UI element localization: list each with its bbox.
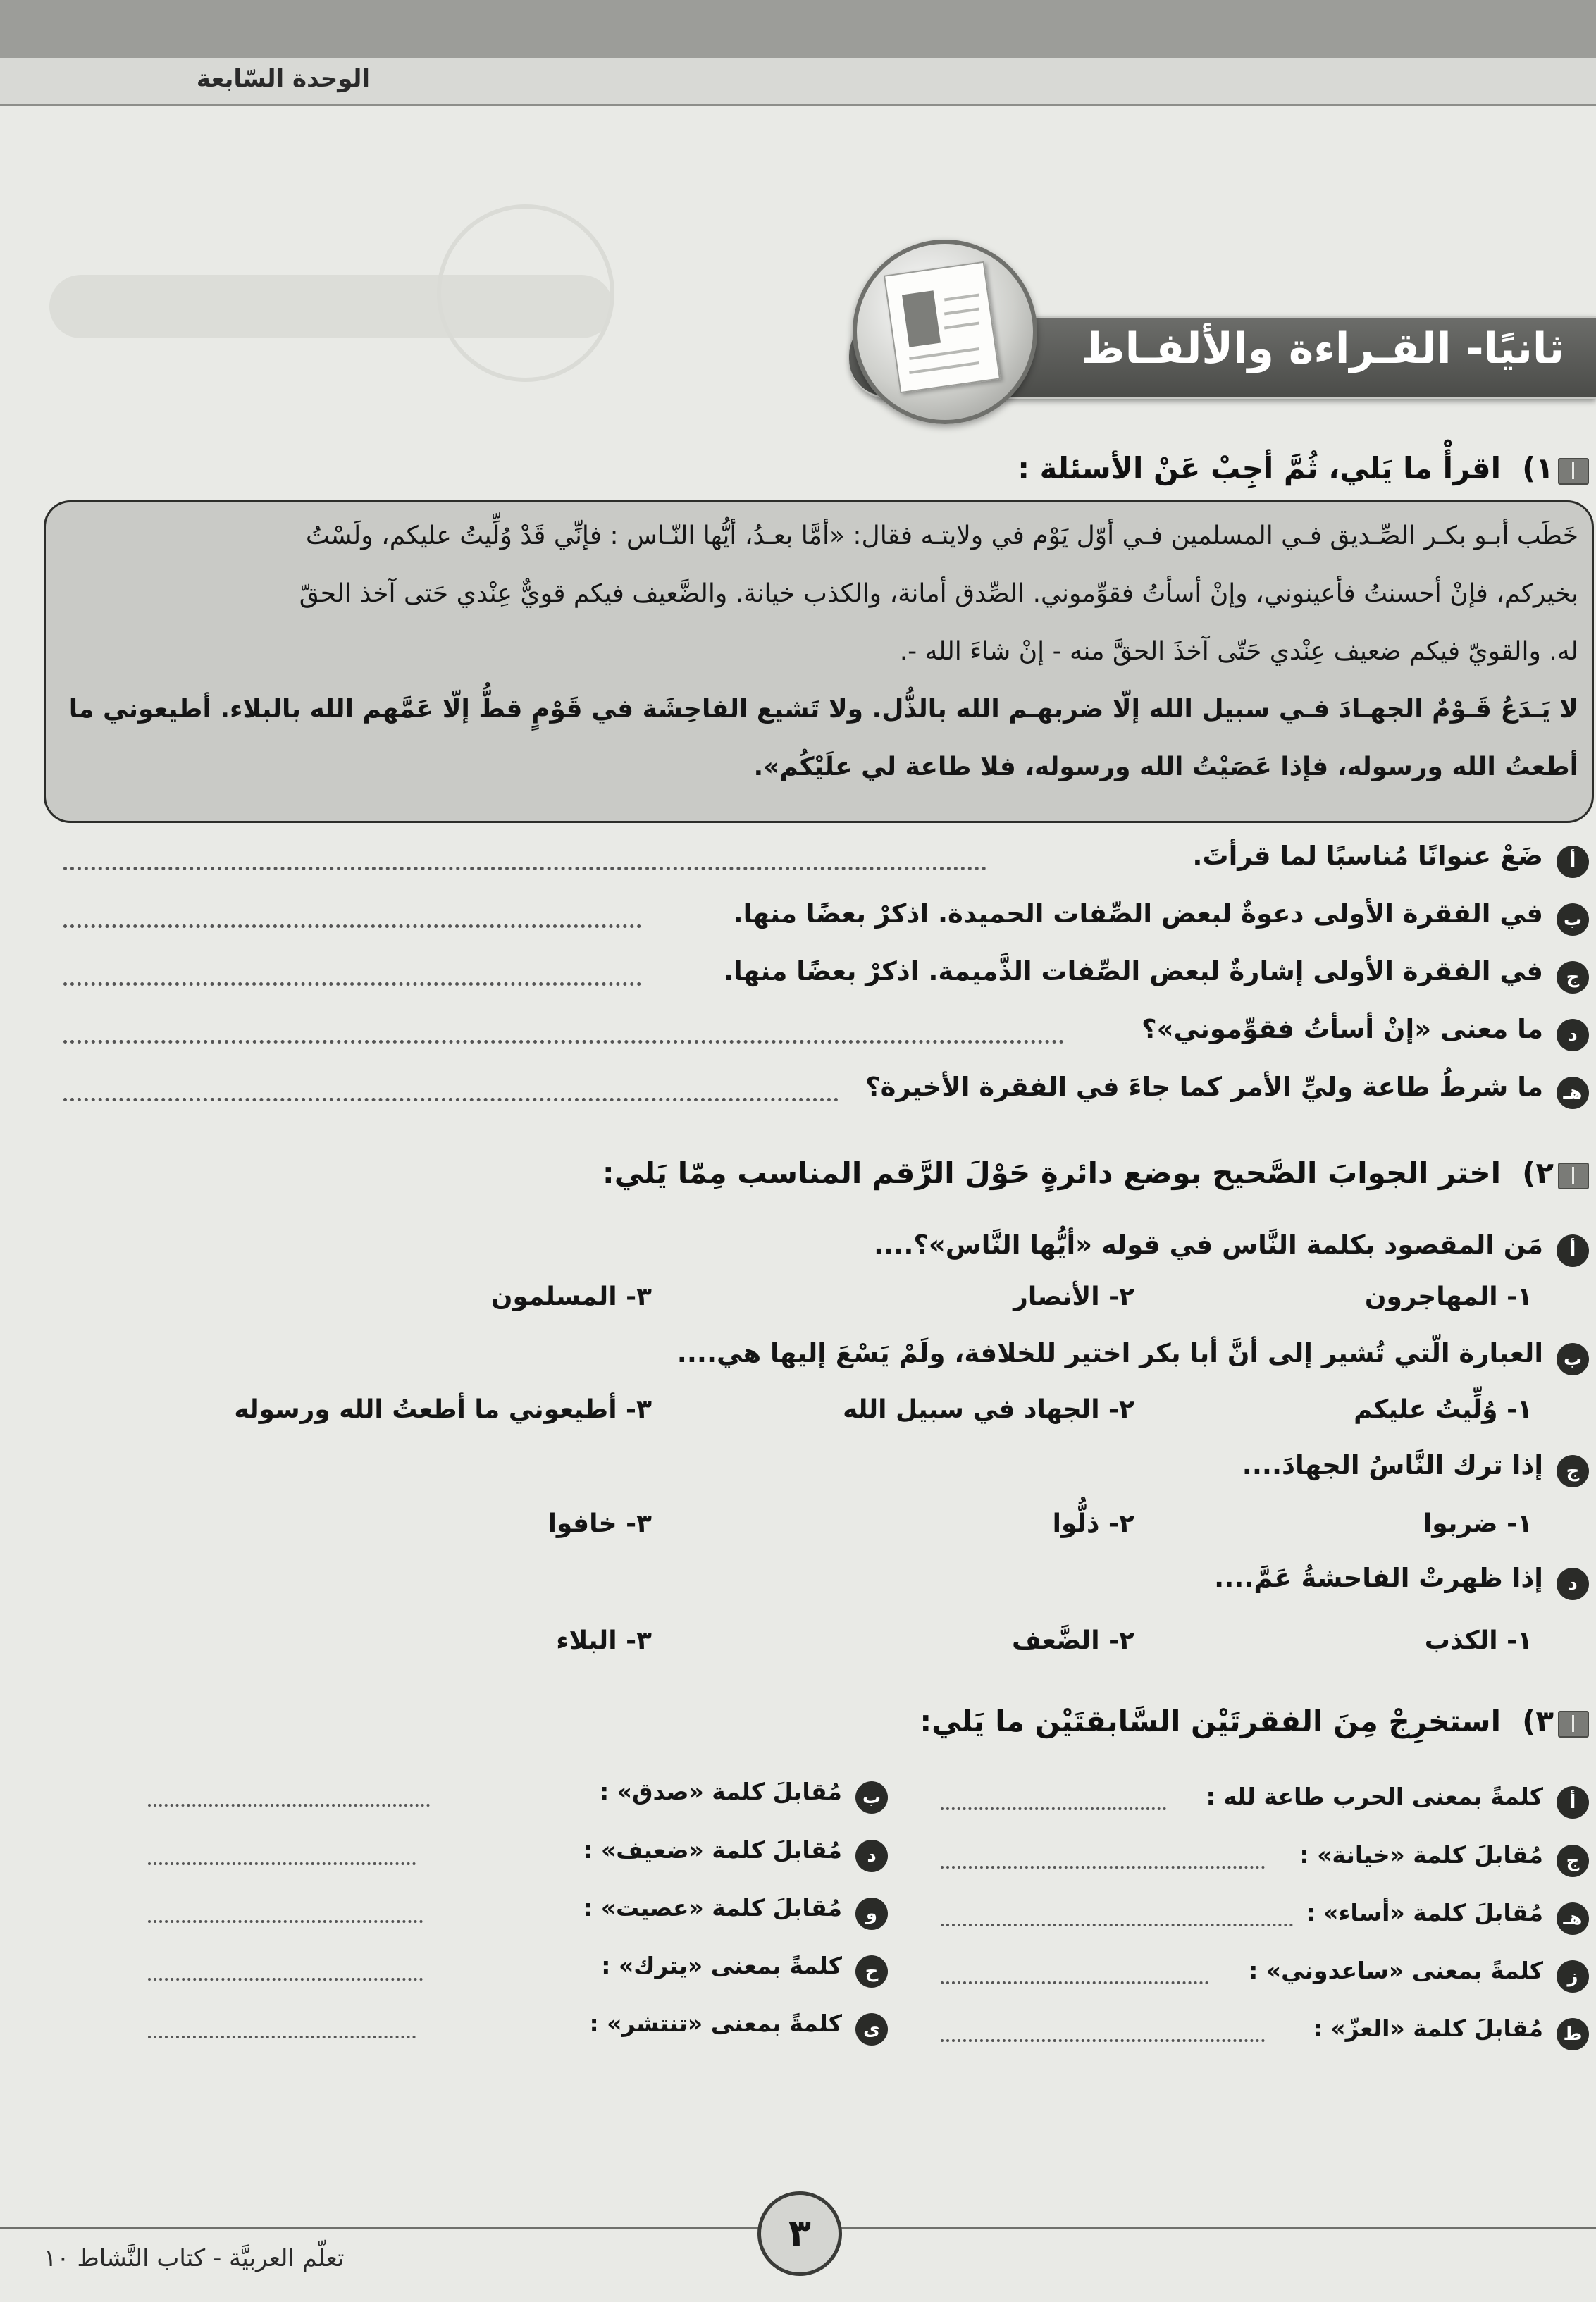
q3-item-text: كلمةً بمعنى «ساعدوني» : [1249,1957,1543,1984]
item-letter-b: ب [855,1781,888,1814]
item-letter-f: و [855,1898,888,1930]
option[interactable]: ٣- المسلمون [490,1282,652,1311]
q3-item-text: مُقابلَ كلمة «العزّ» : [1313,2015,1543,2042]
item-letter-a: أ [1557,1234,1589,1267]
document-icon [884,261,1001,393]
answer-line[interactable] [148,2036,416,2038]
option[interactable]: ١- الكذب [1424,1626,1533,1655]
q1-heading: اقرأْ ما يَلي، ثُمَّ أجِبْ عَنْ الأسئلة : [1017,451,1501,485]
q3-item-text: مُقابلَ كلمة «أساء» : [1306,1899,1543,1926]
item-letter-d: د [1557,1019,1589,1051]
item-letter-i: ط [1557,2018,1589,2050]
answer-line[interactable] [63,867,986,870]
q1-item-text: في الفقرة الأولى دعوةٌ لبعض الصِّفات الحميدة. اذكرْ بعضًا منها. [733,898,1543,929]
q3-item-text: كلمةً بمعنى «تنتشر» : [589,2010,842,2037]
unit-title: الوحدة السّابعة [196,65,370,93]
answer-line[interactable] [941,1866,1265,1869]
option[interactable]: ٢- الجهاد في سبيل الله [843,1395,1134,1424]
item-letter-e: هـ [1557,1077,1589,1109]
item-letter-d: د [855,1840,888,1872]
answer-line[interactable] [63,924,641,928]
book-title: تعلّم العربيَّة - كتاب النَّشاط ١٠ [44,2244,345,2272]
answer-line[interactable] [941,2039,1265,2042]
answer-line[interactable] [941,1807,1166,1810]
section-title: ثانيًا- القـراءة والألفـاظ [1081,324,1564,373]
option[interactable]: ١- المهاجرون [1364,1282,1533,1311]
option[interactable]: ٣- أطيعوني ما أطعتُ الله ورسوله [234,1395,652,1424]
passage-line: بخيركم، فإنْ أحسنتُ فأعينوني، وإنْ أسأتُ فقوِّموني. الصِّدق أمانة، والكذب خيانة. والضَّعيف فيكم قويٌّ عِنْدي حَتى آخذ الحقّ [299,579,1578,608]
item-letter-c: ج [1557,1845,1589,1877]
item-letter-c: ج [1557,961,1589,994]
item-letter-d: د [1557,1568,1589,1600]
item-letter-h: ح [855,1955,888,1988]
question-book-icon [1558,458,1589,485]
q2-number: ٢) [1522,1156,1554,1190]
answer-line[interactable] [148,1920,423,1923]
option[interactable]: ١- وُلِّيتُ عليكم [1354,1395,1533,1424]
question-book-icon [1558,1163,1589,1189]
passage-line: أطعتُ الله ورسوله، فإذا عَصَيْتُ الله ورسوله، فلا طاعة لي علَيْكُم». [753,753,1578,781]
answer-line[interactable] [941,1981,1208,1984]
background-ghost-circle [437,204,614,382]
q3-item-text: كلمةً بمعنى الحرب طاعة لله : [1206,1783,1543,1810]
option[interactable]: ٢- ذلُّوا [1052,1509,1134,1538]
item-letter-g: ز [1557,1960,1589,1993]
q1-item-text: ما معنى «إنْ أسأتُ فقوِّموني»؟ [1142,1014,1543,1044]
q3-item-text: مُقابلَ كلمة «خيانة» : [1299,1841,1543,1869]
answer-line[interactable] [148,1978,423,1981]
option[interactable]: ٣- خافوا [548,1509,652,1538]
answer-line[interactable] [63,1040,1064,1044]
q3-item-text: كلمةً بمعنى «يترك» : [601,1952,842,1979]
item-letter-e: هـ [1557,1902,1589,1935]
top-band [0,0,1596,58]
answer-line[interactable] [941,1924,1293,1926]
answer-line[interactable] [63,982,641,986]
q1-item-text: ضَعْ عنوانًا مُناسبًا لما قرأتَ. [1192,841,1543,871]
item-letter-a: أ [1557,1786,1589,1819]
q3-item-text: مُقابلَ كلمة «صدق» : [600,1778,842,1805]
item-letter-b: ب [1557,903,1589,936]
q3-item-text: مُقابلَ كلمة «ضعيف» : [583,1836,842,1864]
answer-line[interactable] [148,1862,416,1865]
q2-item-text: إذا ترك النَّاسُ الجهادَ.... [1242,1450,1543,1480]
option[interactable]: ٢- الضَّعف [1012,1626,1134,1655]
q2-item-text: العبارة الّتي تُشير إلى أنَّ أبا بكر اختير للخلافة، ولَمْ يَسْعَ إليها هي.... [676,1338,1543,1368]
item-letter-a: أ [1557,846,1589,878]
q2-item-text: مَن المقصود بكلمة النَّاس في قوله «أيُّها النَّاس»؟.... [874,1230,1543,1260]
answer-line[interactable] [148,1804,430,1807]
question-book-icon [1558,1711,1589,1738]
option[interactable]: ٢- الأنصار [1013,1282,1134,1311]
q3-item-text: مُقابلَ كلمة «عصيت» : [583,1894,842,1922]
answer-line[interactable] [63,1098,839,1101]
page-number: ٣ [757,2191,842,2276]
q2-heading: اختر الجوابَ الصَّحيح بوضع دائرةٍ حَوْلَ الرَّقم المناسب مِمّا يَلي: [602,1156,1501,1190]
q3-number: ٣) [1522,1704,1554,1738]
q1-item-text: في الفقرة الأولى إشارةٌ لبعض الصِّفات الذَّميمة. اذكرْ بعضًا منها. [723,956,1543,986]
item-letter-j: ى [855,2013,888,2046]
q2-item-text: إذا ظهرتْ الفاحشةُ عَمَّ.... [1214,1563,1543,1593]
q1-item-text: ما شرطُ طاعة وليِّ الأمر كما جاءَ في الفقرة الأخيرة؟ [865,1072,1543,1102]
passage-line: لا يَـدَعُ قَـوْمٌ الجهـادَ فـي سبيل الله إلّا ضربهـم الله بالذُّل. ولا تَشيع الفاحِشَة في قَوْمٍ قطُّ إلّا عَمَّهم الله بالبلاء. أطيعوني ما [68,695,1578,724]
option[interactable]: ٣- البلاء [556,1626,652,1655]
q1-number: ١) [1522,451,1554,485]
passage-line: خَطَب أبـو بكـر الصِّـديق فـي المسلمين فـي أوّل يَوْم في ولايتـه فقال: «أمَّا بعـدُ، أيُّها النّـاس : فإنِّي قَدْ وُلِّيتُ عليكم، ولَسْتُ [305,521,1578,550]
passage-line: له. والقويّ فيكم ضعيف عِنْدي حَتّى آخذَ الحقَّ منه - إنْ شاءَ الله -. [899,637,1578,666]
option[interactable]: ١- ضربوا [1423,1509,1533,1538]
item-letter-b: ب [1557,1343,1589,1375]
item-letter-c: ج [1557,1455,1589,1487]
q3-heading: استخرِجْ مِنَ الفقرتَيْن السَّابقتَيْن ما يَلي: [920,1704,1501,1738]
